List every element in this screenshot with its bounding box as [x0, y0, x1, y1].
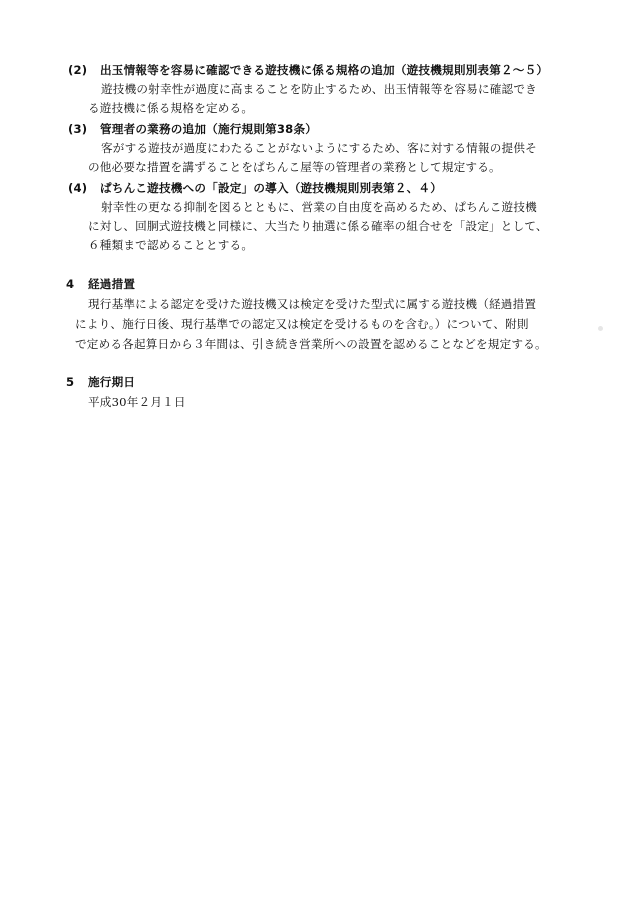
item-4-body-line-2: に対し、回胴式遊技機と同様に、大当たり抽選に係る確率の組合せを「設定」として、 — [88, 219, 548, 233]
section-4-body-line-1: 現行基準による認定を受けた遊技機又は検定を受けた型式に属する遊技機（経過措置 — [88, 297, 537, 311]
section-4-body-line-2: により、施行日後、現行基準での認定又は検定を受けるものを含む。）について、附則 — [75, 317, 529, 331]
section-5-number: 5 — [66, 375, 75, 389]
item-3-body-line-1: 客がする遊技が過度にわたることがないようにするため、客に対する情報の提供そ — [101, 141, 537, 155]
scan-speck — [598, 326, 603, 331]
item-2-body-line-2: る遊技機に係る規格を定める。 — [88, 101, 254, 115]
section-5-body-line-1: 平成30年２月１日 — [88, 395, 186, 409]
item-2-heading: 出玉情報等を容易に確認できる遊技機に係る規格の追加（遊技機規則別表第２～５） — [100, 63, 549, 77]
section-4-number: 4 — [66, 277, 75, 291]
section-5-title: 施行期日 — [88, 375, 136, 389]
item-4-number: (4) — [68, 181, 88, 195]
item-2-body-line-1: 遊技機の射幸性が過度に高まることを防止するため、出玉情報等を容易に確認でき — [101, 82, 537, 96]
section-5-heading-line — [66, 374, 135, 390]
section-4-heading-line — [66, 276, 135, 292]
item-4-heading-line — [68, 180, 442, 196]
section-4-body-line-3: で定める各起算日から３年間は、引き続き営業所への設置を認めることなどを規定する。 — [75, 337, 547, 351]
item-3-body-line-2: の他必要な措置を講ずることをぱちんこ屋等の管理者の業務として規定する。 — [88, 160, 501, 174]
item-2-number: (2) — [68, 63, 88, 77]
item-4-body-line-3: ６種類まで認めることとする。 — [88, 238, 254, 252]
item-4-heading: ぱちんこ遊技機への「設定」の導入（遊技機規則別表第２、４） — [100, 181, 443, 195]
item-3-heading-line — [68, 121, 317, 137]
item-2-heading-line — [68, 62, 548, 78]
item-3-heading: 管理者の業務の追加（施行規則第38条） — [100, 122, 318, 136]
item-4-body-line-1: 射幸性の更なる抑制を図るとともに、営業の自由度を高めるため、ぱちんこ遊技機 — [101, 200, 537, 214]
item-3-number: (3) — [68, 122, 88, 136]
section-4-title: 経過措置 — [88, 277, 136, 291]
